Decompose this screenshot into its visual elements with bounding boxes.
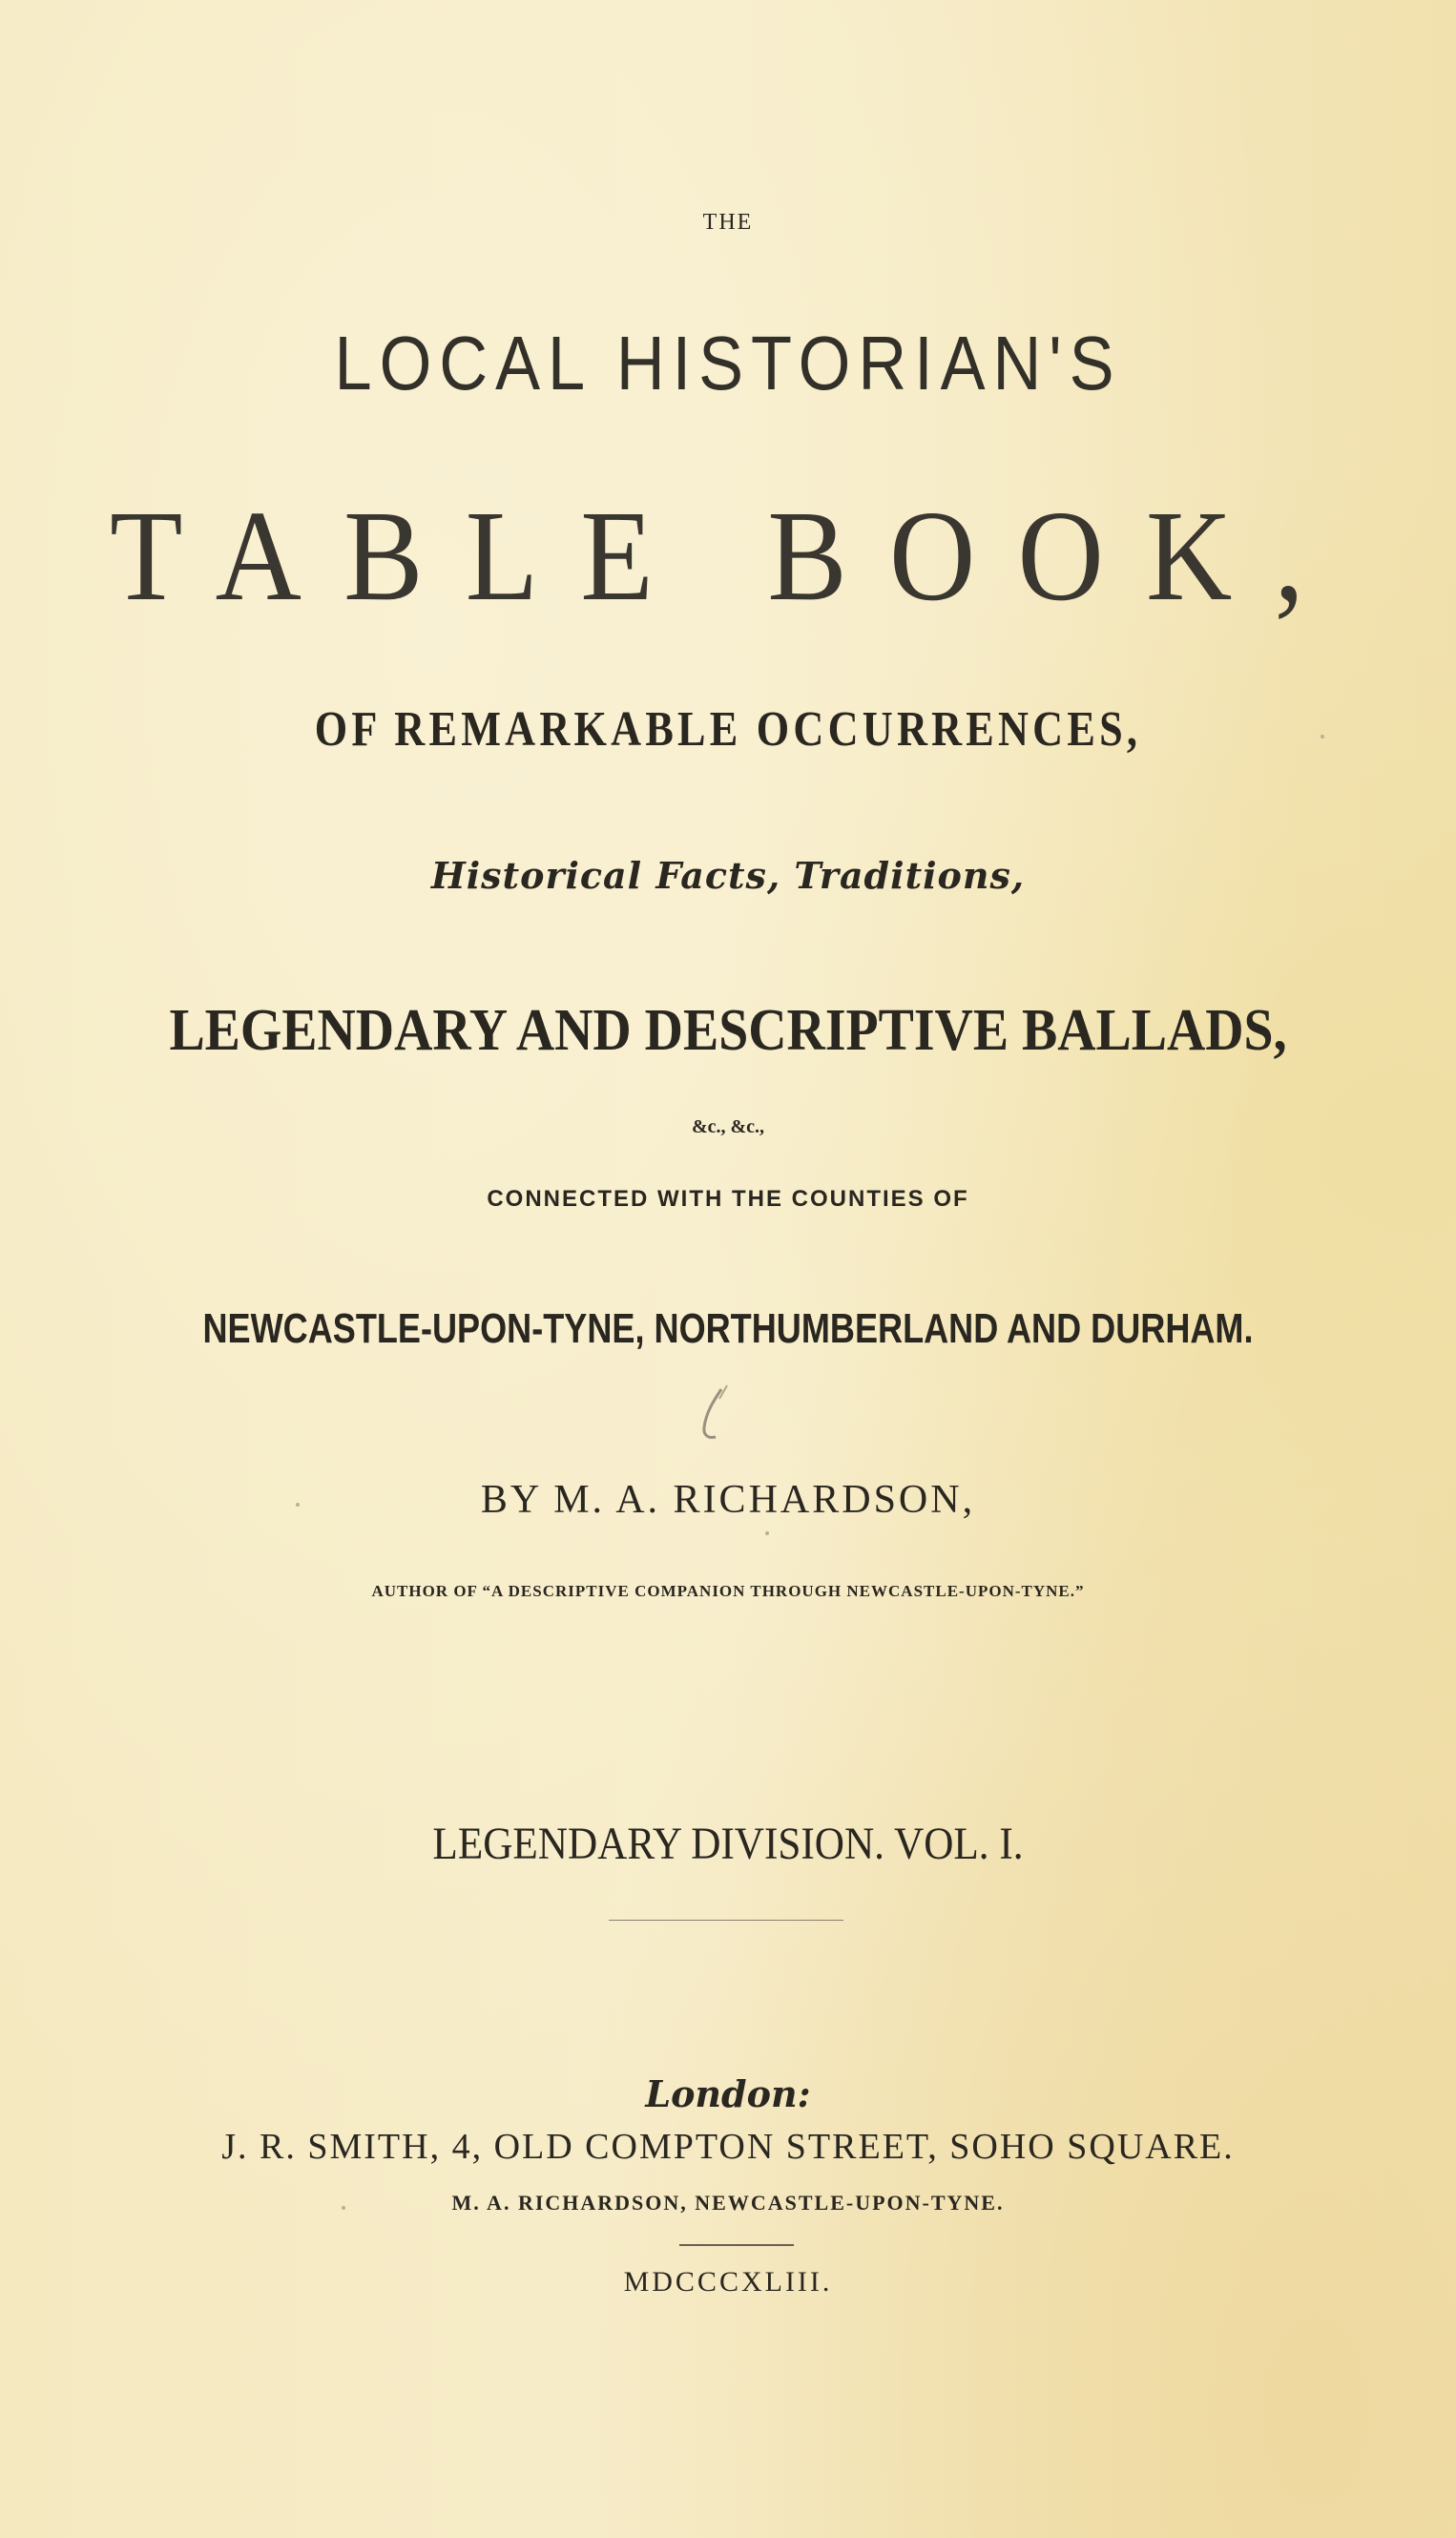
paper-speck (1321, 735, 1324, 739)
imprint-rule (679, 2244, 794, 2246)
imprint-year: MDCCCXLIII. (623, 2266, 833, 2298)
occurrences-subtitle: OF REMARKABLE OCCURRENCES, (314, 702, 1142, 757)
connected-line: CONNECTED WITH THE COUNTIES OF (487, 1186, 969, 1212)
divider-rule (609, 1920, 843, 1921)
division-volume: LEGENDARY DIVISION. VOL. I. (432, 1819, 1024, 1869)
historical-facts-blackletter: Historical Facts, Traditions, (430, 854, 1026, 897)
counties-line: NEWCASTLE-UPON-TYNE, NORTHUMBERLAND AND DURHAM. (202, 1305, 1254, 1352)
paper-speck (765, 1531, 769, 1535)
the-label: THE (702, 210, 754, 235)
imprint-publisher: J. R. SMITH, 4, OLD COMPTON STREET, SOHO SQUARE. (221, 2127, 1235, 2167)
author-byline: BY M. A. RICHARDSON, (480, 1478, 976, 1522)
paper-speck (296, 1503, 300, 1507)
pencil-mark-icon (685, 1382, 742, 1458)
legendary-ballads-subtitle: LEGENDARY AND DESCRIPTIVE BALLADS, (169, 998, 1287, 1063)
imprint-place: London: (645, 2072, 811, 2115)
etc-line: &c., &c., (691, 1116, 765, 1137)
paper-speck (342, 2206, 345, 2210)
author-credentials: AUTHOR OF “A DESCRIPTIVE COMPANION THROUGH NEWCASTLE-UPON-TYNE.” (371, 1582, 1085, 1600)
local-historians-heading: LOCAL HISTORIAN'S (334, 321, 1122, 406)
imprint-second-publisher: M. A. RICHARDSON, NEWCASTLE-UPON-TYNE. (451, 2191, 1005, 2215)
table-book-title: TABLE BOOK, (110, 485, 1346, 628)
